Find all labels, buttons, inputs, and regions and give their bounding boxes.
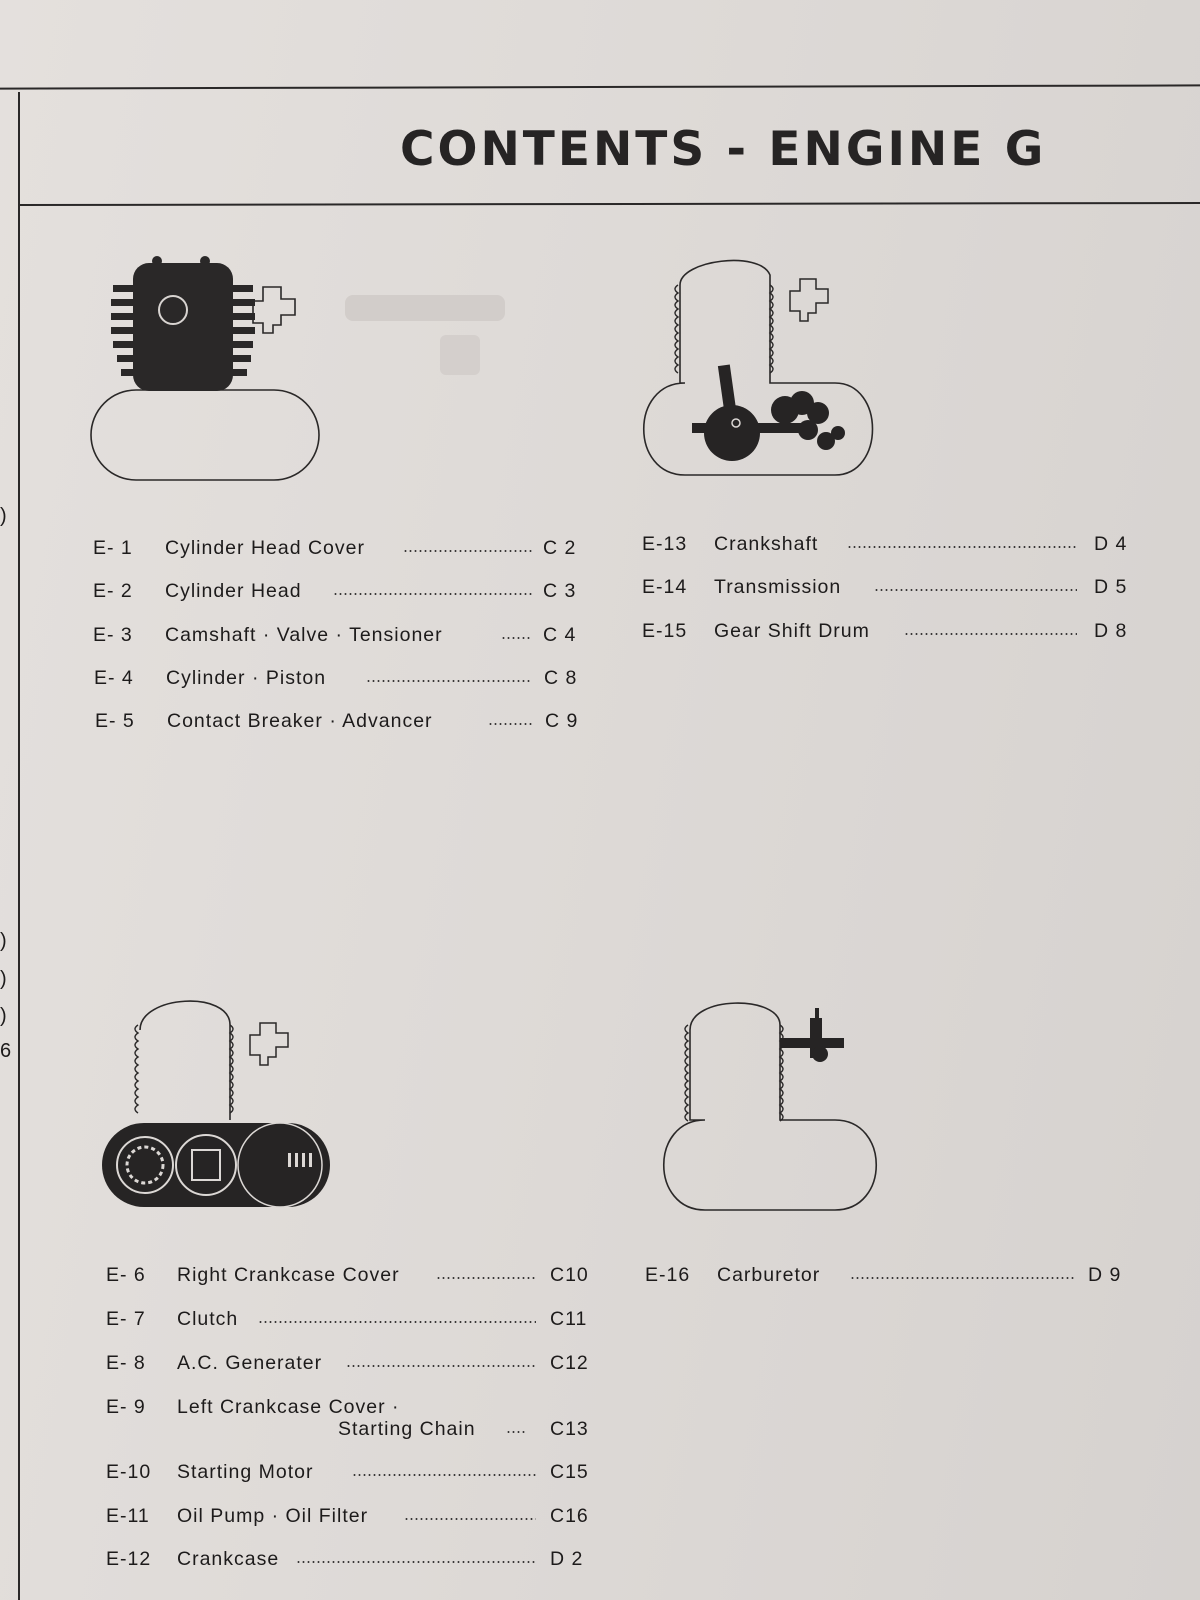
toc-page: C 4 <box>543 624 577 646</box>
bleed-through-shape <box>440 335 480 375</box>
toc-page: D 2 <box>550 1548 584 1570</box>
toc-code: E-10 <box>106 1461 152 1483</box>
toc-title: Left Crankcase Cover · <box>177 1396 400 1418</box>
leader-dots <box>258 1321 536 1323</box>
toc-entry[interactable] <box>642 576 1162 602</box>
toc-entry[interactable] <box>94 667 594 693</box>
toc-title: Crankcase <box>177 1548 280 1570</box>
leader-dots <box>850 1277 1075 1279</box>
toc-title: Clutch <box>177 1308 239 1330</box>
leader-dots <box>403 550 533 552</box>
toc-title: Gear Shift Drum <box>714 620 870 642</box>
leader-dots <box>436 1277 536 1279</box>
toc-title: Carburetor <box>717 1264 821 1286</box>
toc-code: E- 4 <box>94 667 134 689</box>
toc-code: E-16 <box>645 1264 691 1286</box>
leader-dots <box>506 1431 526 1433</box>
toc-page: C 8 <box>544 667 578 689</box>
toc-code: E- 2 <box>93 580 133 602</box>
toc-entry[interactable] <box>93 537 593 563</box>
toc-entry[interactable] <box>106 1461 606 1487</box>
toc-code: E-12 <box>106 1548 152 1570</box>
toc-title: Transmission <box>714 576 842 598</box>
toc-title: A.C. Generater <box>177 1352 323 1374</box>
toc-code: E- 7 <box>106 1308 146 1330</box>
toc-page: C11 <box>550 1308 588 1330</box>
toc-entry[interactable] <box>645 1264 1145 1290</box>
leader-dots <box>333 593 533 595</box>
toc-entry[interactable] <box>642 533 1162 559</box>
toc-entry[interactable] <box>106 1264 606 1290</box>
leader-dots <box>404 1518 536 1520</box>
toc-entry[interactable] <box>106 1308 606 1334</box>
left-rule <box>18 92 20 1600</box>
toc-page: C13 <box>550 1418 589 1440</box>
toc-page: C 2 <box>543 537 577 559</box>
toc-page: D 5 <box>1094 576 1128 598</box>
toc-page: C16 <box>550 1505 589 1527</box>
cylinder-head-icon <box>85 255 335 490</box>
toc-title: Cylinder Head <box>165 580 302 602</box>
toc-title: Cylinder Head Cover <box>165 537 365 559</box>
toc-title: Crankshaft <box>714 533 819 555</box>
toc-code: E-14 <box>642 576 688 598</box>
title-rule <box>20 202 1200 206</box>
crankcase-icon <box>100 995 340 1235</box>
toc-title: Right Crankcase Cover <box>177 1264 400 1286</box>
toc-title: Oil Pump · Oil Filter <box>177 1505 369 1527</box>
toc-entry[interactable] <box>106 1505 606 1531</box>
crankshaft-transmission-icon <box>640 255 880 485</box>
margin-mark: ) <box>0 1005 7 1027</box>
leader-dots <box>874 589 1077 591</box>
toc-page: C10 <box>550 1264 589 1286</box>
top-rule <box>0 84 1200 89</box>
margin-mark: ) <box>0 968 7 990</box>
toc-title: Camshaft · Valve · Tensioner <box>165 624 443 646</box>
toc-page: C 9 <box>545 710 579 732</box>
toc-code: E- 6 <box>106 1264 146 1286</box>
leader-dots <box>366 680 532 682</box>
toc-page: C12 <box>550 1352 589 1374</box>
toc-code: E-11 <box>106 1505 150 1527</box>
toc-title: Contact Breaker · Advancer <box>167 710 433 732</box>
toc-entry[interactable] <box>106 1352 606 1378</box>
toc-code: E-13 <box>642 533 688 555</box>
margin-mark: 6 <box>0 1040 12 1062</box>
toc-code: E-15 <box>642 620 688 642</box>
carburetor-icon <box>650 1000 890 1235</box>
toc-entry[interactable] <box>106 1548 606 1574</box>
toc-code: E- 8 <box>106 1352 146 1374</box>
toc-code: E- 5 <box>95 710 135 732</box>
margin-mark: ) <box>0 505 7 527</box>
toc-code: E- 1 <box>93 537 133 559</box>
toc-entry[interactable] <box>106 1396 606 1446</box>
page-title: CONTENTS - ENGINE G <box>400 122 1047 177</box>
bleed-through-shape <box>345 295 505 321</box>
leader-dots <box>352 1474 536 1476</box>
toc-page: D 9 <box>1088 1264 1122 1286</box>
toc-entry[interactable] <box>93 580 593 606</box>
toc-entry[interactable] <box>95 710 595 736</box>
toc-page: C15 <box>550 1461 589 1483</box>
toc-entry[interactable] <box>642 620 1162 646</box>
leader-dots <box>296 1561 536 1563</box>
toc-code: E- 3 <box>93 624 133 646</box>
toc-page: C 3 <box>543 580 577 602</box>
leader-dots <box>904 633 1077 635</box>
toc-title: Starting Motor <box>177 1461 314 1483</box>
toc-title-continued: Starting Chain <box>338 1418 476 1440</box>
leader-dots <box>488 723 532 725</box>
leader-dots <box>847 546 1077 548</box>
toc-title: Cylinder · Piston <box>166 667 327 689</box>
margin-mark: ) <box>0 930 7 952</box>
leader-dots <box>501 637 531 639</box>
toc-entry[interactable] <box>93 624 593 650</box>
toc-page: D 8 <box>1094 620 1128 642</box>
leader-dots <box>346 1365 536 1367</box>
toc-page: D 4 <box>1094 533 1128 555</box>
toc-code: E- 9 <box>106 1396 146 1418</box>
